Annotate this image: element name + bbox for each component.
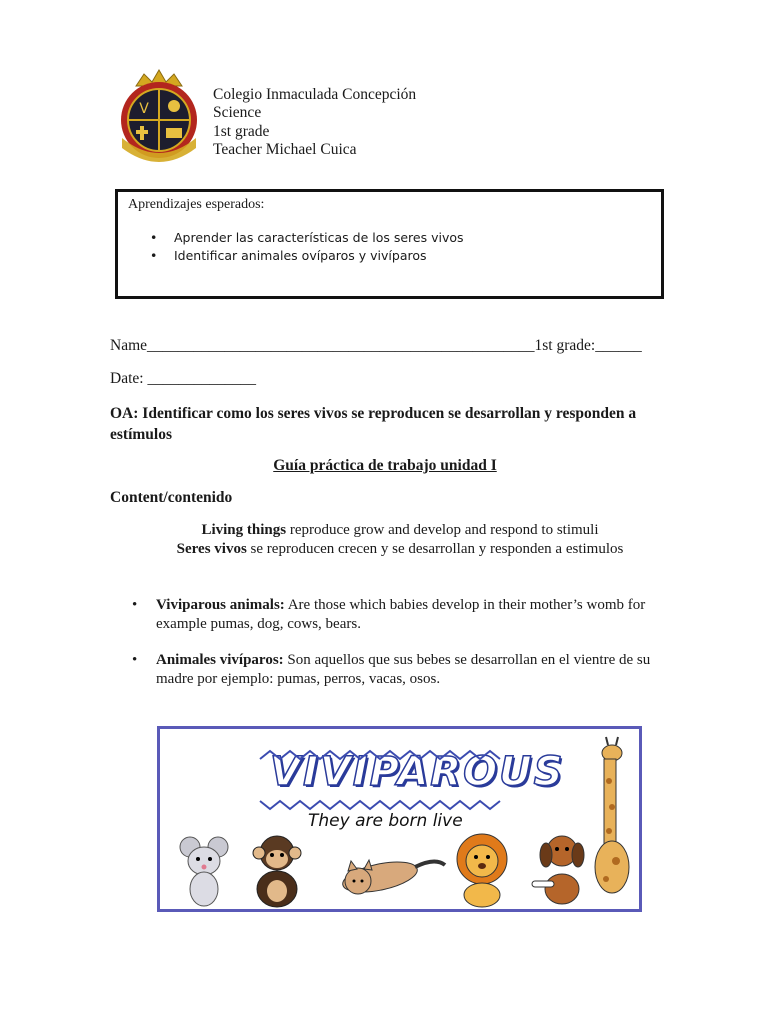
definition-body: Are those which babies develop in their mother’s womb for example pumas, dog, cows, bears. <box>156 597 646 632</box>
definition-text <box>156 651 652 689</box>
learning-goals-title: Aprendizajes esperados: <box>128 197 265 212</box>
name-grade-field[interactable]: Name__________________________________________________1st grade:______ <box>110 337 642 354</box>
date-field[interactable]: Date: ______________ <box>110 370 256 387</box>
goal-text: Identificar animales ovíparos y vivíparos <box>174 248 427 263</box>
bullet-icon: • <box>132 652 138 668</box>
banner-subtitle: They are born live <box>308 811 463 831</box>
school-header <box>213 86 416 159</box>
svg-text:V: V <box>139 101 149 117</box>
bullet-icon: • <box>150 230 158 245</box>
intro-term: Seres vivos <box>176 541 247 557</box>
goal-text: Aprender las características de los seres vivos <box>174 230 464 245</box>
banner-illustration <box>160 729 639 909</box>
school-name: Colegio Inmaculada Concepción <box>213 86 417 103</box>
definition-term: Viviparous animals: <box>156 597 285 613</box>
cat-icon <box>340 856 445 897</box>
dog-icon <box>532 836 584 904</box>
list-item <box>150 247 464 265</box>
intro-text: reproduce grow and develop and respond to stimuli <box>286 522 599 538</box>
guide-title-row <box>0 457 770 475</box>
list-item <box>150 229 464 247</box>
subject: Science <box>213 104 262 122</box>
viviparous-banner <box>157 726 642 912</box>
definitions-list <box>132 596 652 706</box>
monkey-icon <box>253 836 301 907</box>
intro-line-english <box>0 522 770 539</box>
bullet-icon: • <box>150 248 158 263</box>
mouse-icon <box>180 837 228 906</box>
intro-text: se reproducen crecen y se desarrollan y responden a estimulos <box>246 541 624 557</box>
giraffe-icon <box>595 737 629 893</box>
intro-term: Living things <box>201 522 287 538</box>
content-heading: Content/contenido <box>110 489 233 506</box>
lion-icon <box>457 834 507 907</box>
teacher-name: Teacher Michael Cuica <box>213 140 357 158</box>
banner-title: VIVIPAROUS <box>270 749 565 795</box>
school-crest-icon <box>116 68 202 162</box>
list-item <box>132 651 652 689</box>
grade: 1st grade <box>213 122 270 140</box>
definition-body: Son aquellos que sus bebes se desarrollan en el vientre de su madre por ejemplo: pumas, perros, vacas, osos. <box>156 652 651 687</box>
list-item <box>132 596 652 634</box>
guide-title: Guía práctica de trabajo unidad I <box>273 457 497 474</box>
definition-term: Animales vivíparos: <box>156 652 284 668</box>
learning-objective: OA: Identificar como los seres vivos se reproducen se desarrollan y responden a estímulos <box>110 405 637 443</box>
definition-text <box>156 596 652 634</box>
bullet-icon: • <box>132 597 138 613</box>
learning-goals-list <box>150 229 464 265</box>
intro-line-spanish <box>0 541 770 558</box>
